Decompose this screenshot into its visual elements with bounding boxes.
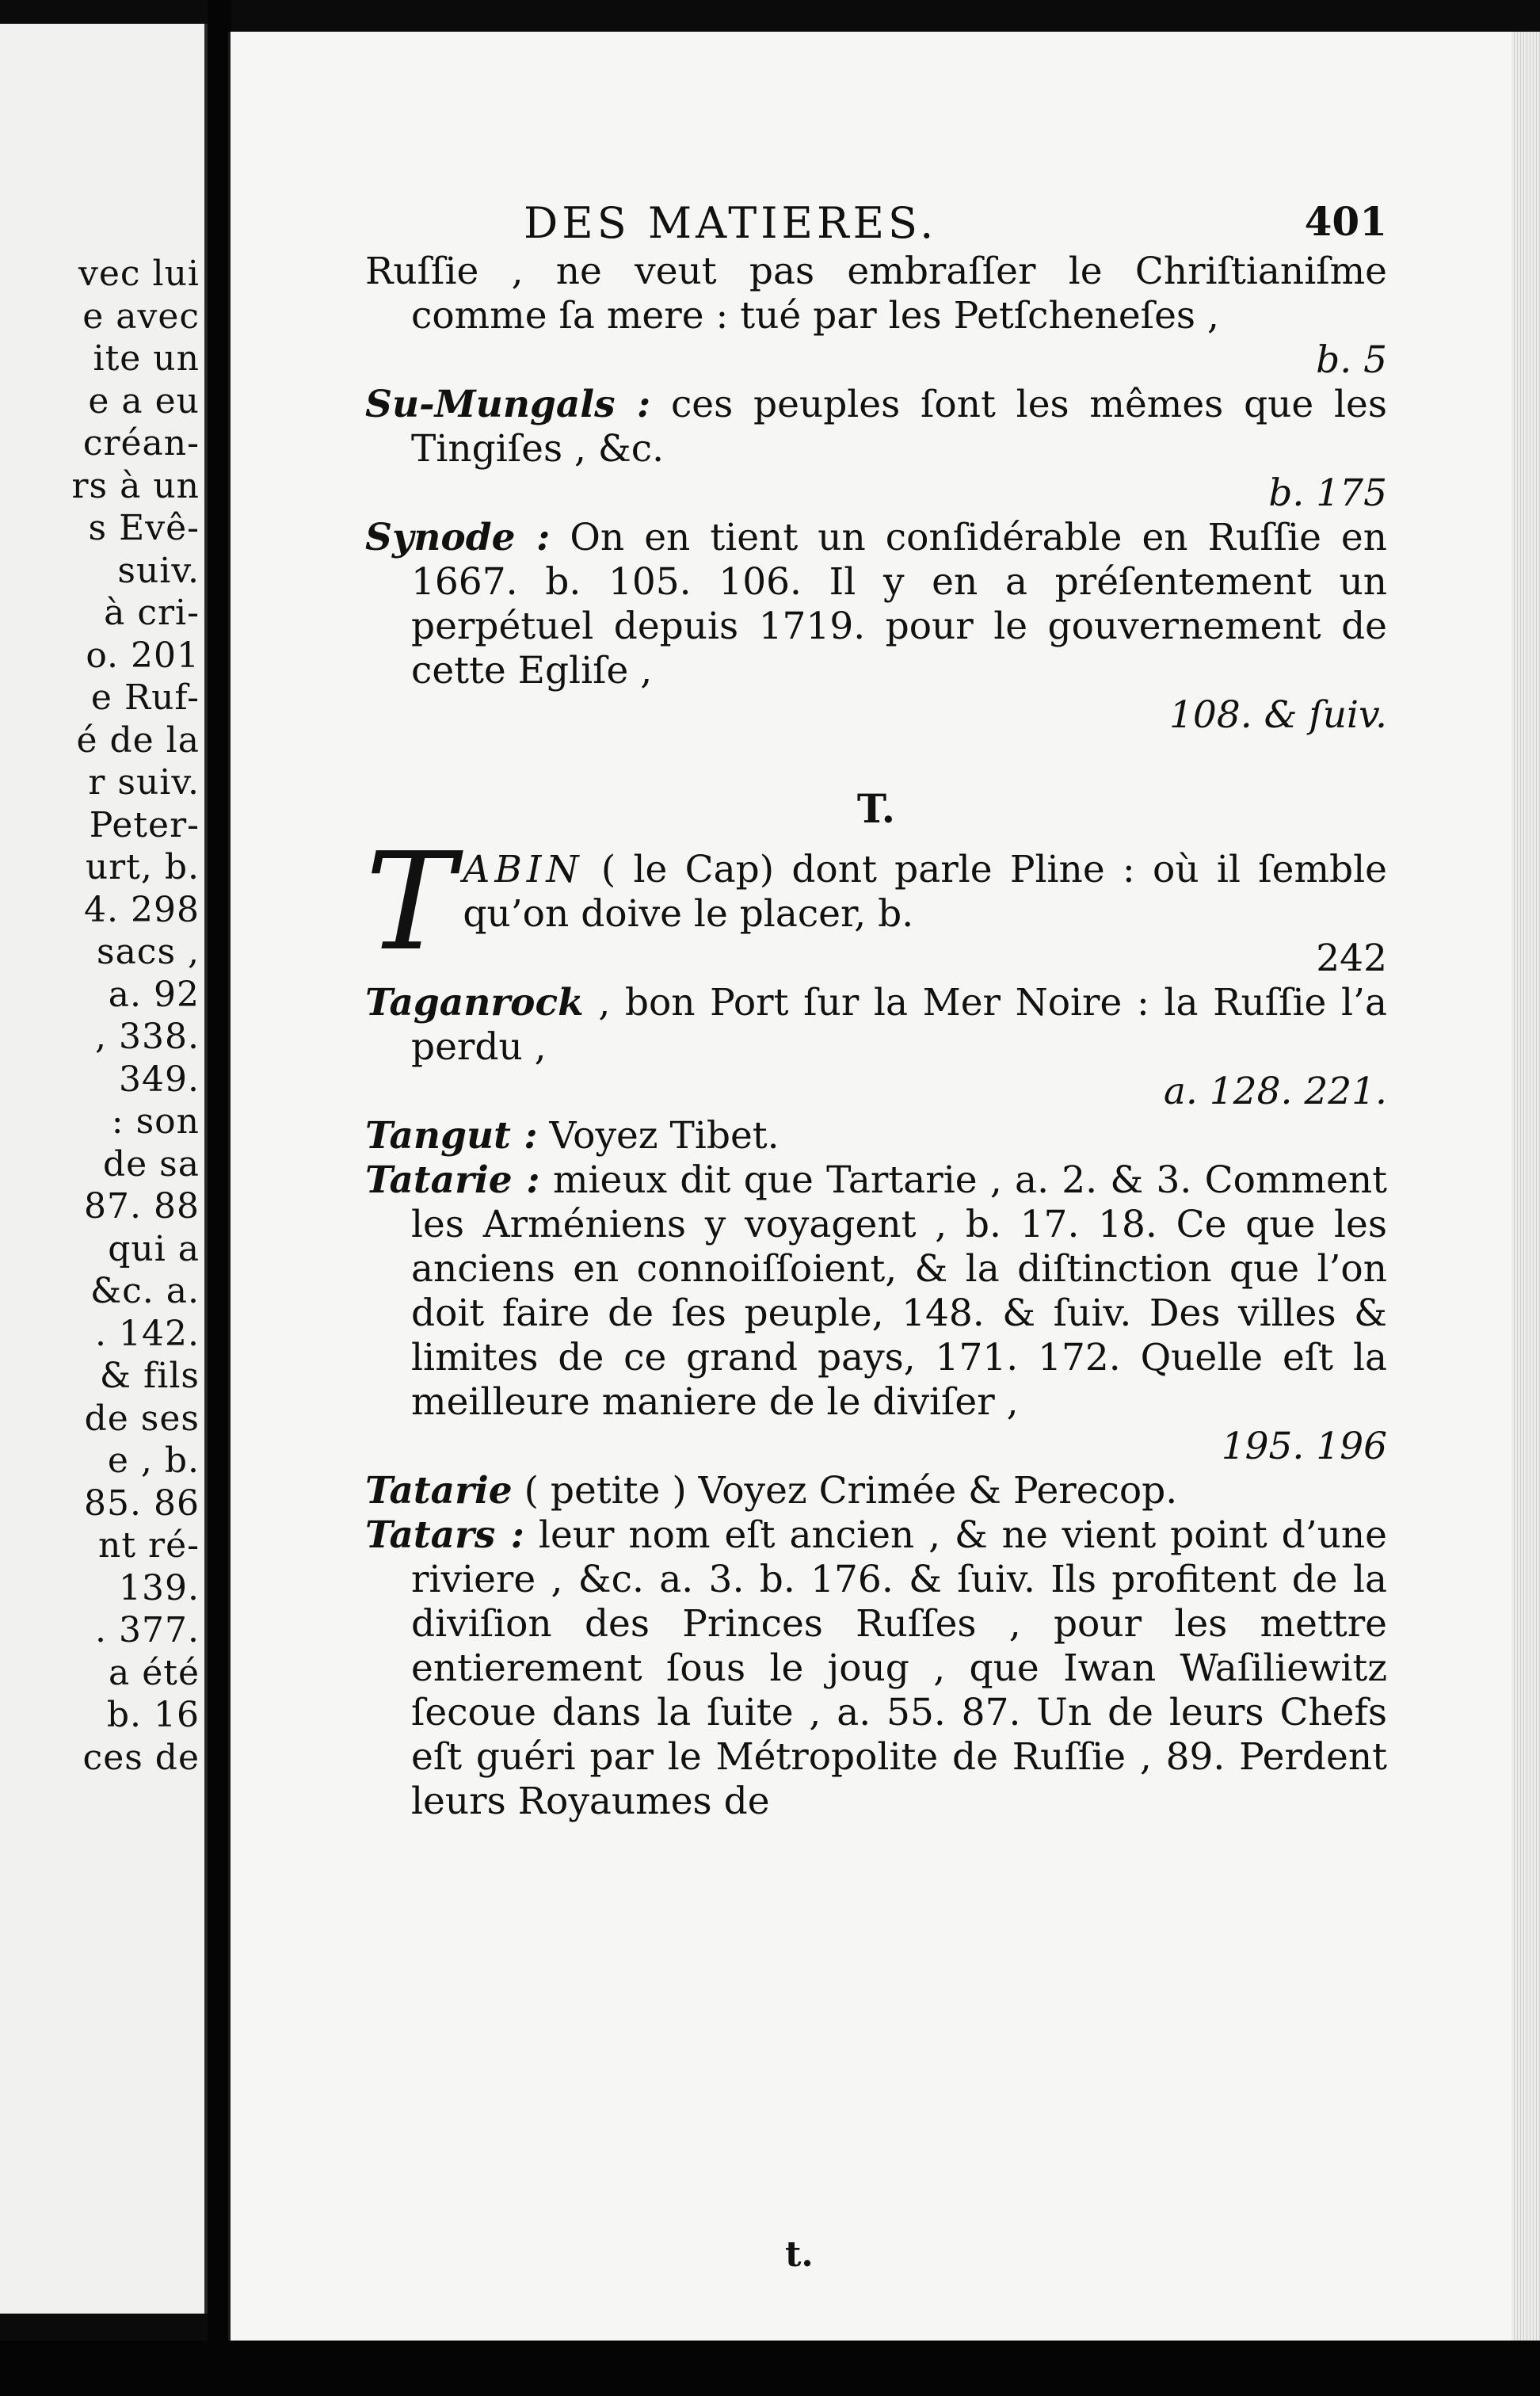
right-page: [228, 32, 1514, 2345]
entry-headword: Synode :: [365, 516, 551, 559]
left-page-fragment: [0, 24, 208, 2314]
scan-bottom-border: [0, 2341, 1540, 2396]
header-title: DES MATIERES.: [524, 198, 938, 248]
entry-text: , bon Port ſur la Mer Noire : la Ruſſie l’a perdu ,: [411, 981, 1387, 1069]
entry-reference: a. 128. 221.: [1163, 1070, 1387, 1113]
entry-headword: Tangut :: [365, 1114, 538, 1158]
entry-headword: Tatarie :: [365, 1158, 540, 1202]
dropcap-letter: T: [365, 824, 456, 981]
left-page-line: à cri-: [104, 593, 200, 633]
left-page-line: ite un: [93, 338, 200, 379]
left-page-line: . 142.: [95, 1313, 200, 1354]
index-entry: [365, 1114, 1387, 1158]
left-page-line: rs à un: [71, 465, 200, 506]
left-page-line: sacs ,: [96, 932, 200, 972]
signature-mark: t.: [785, 2234, 814, 2275]
left-page-line: é de la: [76, 719, 200, 761]
entry-text: ( petite ) Voyez Crimée & Perecop.: [524, 1469, 1178, 1513]
left-page-line: créan-: [82, 423, 200, 464]
dropcap-rest: ABIN: [463, 848, 584, 891]
left-page-line: 349.: [119, 1059, 200, 1100]
left-page-line: 139.: [119, 1567, 200, 1608]
index-entry: [365, 516, 1387, 738]
left-page-line: a. 92: [108, 974, 200, 1015]
left-page-line: ces de: [82, 1737, 200, 1778]
entries-bottom: [365, 981, 1387, 1824]
left-page-line: 87. 88: [84, 1186, 200, 1227]
left-page-line: e , b.: [107, 1440, 200, 1481]
entry-headword: Taganrock: [365, 981, 584, 1024]
entry-text: leur nom eſt ancien , & ne vient point d’une riviere , &c. a. 3. b. 176. & ſuiv. Ils profitent de la diviſion des Princes Ruſſes , pour les mettre entierement ſous le joug , que Iwan Waſiliewitz ſecoue dans la ſuite , a. 55. 87. Un de leurs Chefs eſt guéri par le Métropolite de Ruſſie , 89. Perdent leurs Royaumes de: [411, 1513, 1388, 1823]
dropcap-entry: [365, 824, 1387, 981]
entries-top: [365, 250, 1387, 738]
entry-text: ces peuples ſont les mêmes que les Tingiſes , &c.: [411, 383, 1387, 471]
left-page-line: r suiv.: [88, 762, 200, 803]
left-page-line: &c. a.: [90, 1271, 200, 1311]
left-page-line: nt ré-: [98, 1525, 200, 1566]
left-page-line: urt, b.: [85, 847, 200, 887]
index-entry: [365, 981, 1387, 1114]
left-page-line: qui a: [108, 1228, 200, 1269]
index-entry: [365, 250, 1387, 383]
entry-headword: Tatars :: [365, 1513, 524, 1557]
index-entry: [365, 1513, 1387, 1824]
left-page-line: e avec: [82, 296, 200, 337]
left-page-line: suiv.: [117, 550, 200, 591]
entry-reference: b. 175: [1268, 471, 1387, 515]
left-page-line: 85. 86: [84, 1482, 200, 1524]
dropcap-ref: 242: [1316, 937, 1387, 980]
left-page-line: de sa: [102, 1143, 200, 1185]
entry-headword: Tatarie: [365, 1469, 513, 1513]
page-edge: [1511, 32, 1540, 2377]
entry-text: mieux dit que Tartarie , a. 2. & 3. Comment les Arméniens y voyagent , b. 17. 18. Ce que les anciens en connoiſſoient, & la diſtinction que l’on doit faire de ſes peuple, 148. & ſuiv. Des villes & limites de ce grand pays, 171. 172. Quelle eſt la meilleure maniere de le diviſer ,: [411, 1158, 1387, 1424]
index-entry: [365, 1469, 1387, 1513]
left-page-line: s Evê-: [88, 508, 200, 548]
left-page-line: , 338.: [95, 1017, 200, 1057]
entry-text: Ruſſie , ne veut pas embraſſer le Chriſtianiſme comme ſa mere : tué par les Petſcheneſes ,: [365, 250, 1387, 338]
section-letter: T.: [856, 785, 896, 832]
left-page-line: & fils: [99, 1356, 200, 1396]
left-page-line: Peter-: [89, 804, 200, 845]
left-page-line: e Ruf-: [90, 677, 200, 718]
entry-text: Voyez Tibet.: [549, 1114, 780, 1158]
entry-text: On en tient un conſidérable en Ruſſie en 1667. b. 105. 106. Il y en a préſentement un perpétuel depuis 1719. pour le gouvernement de cette Egliſe ,: [411, 516, 1387, 692]
left-page-line: o. 201: [86, 635, 200, 676]
left-page-line: a été: [109, 1652, 200, 1693]
running-header: [524, 198, 1387, 249]
left-page-line: b. 16: [106, 1695, 200, 1735]
index-entry: [365, 1158, 1387, 1469]
entry-reference: 195. 196: [1221, 1425, 1387, 1468]
entry-reference: b. 5: [1316, 338, 1387, 382]
index-entry: [365, 383, 1387, 516]
index-entries: [365, 250, 1387, 1824]
page-number: 401: [1304, 198, 1387, 245]
left-page-line: de ses: [84, 1398, 200, 1439]
dropcap-text: ( le Cap) dont parle Pline : où il ſemble qu’on doive le placer, b.: [463, 848, 1387, 936]
left-page-line: : son: [111, 1101, 200, 1142]
left-page-line: vec lui: [78, 254, 200, 294]
left-page-line: e a eu: [88, 380, 200, 422]
left-page-line: . 377.: [95, 1610, 200, 1650]
left-page-line: 4. 298: [84, 889, 200, 930]
entry-reference: 108. & ſuiv.: [1169, 693, 1387, 737]
entry-headword: Su-Mungals :: [365, 383, 651, 426]
